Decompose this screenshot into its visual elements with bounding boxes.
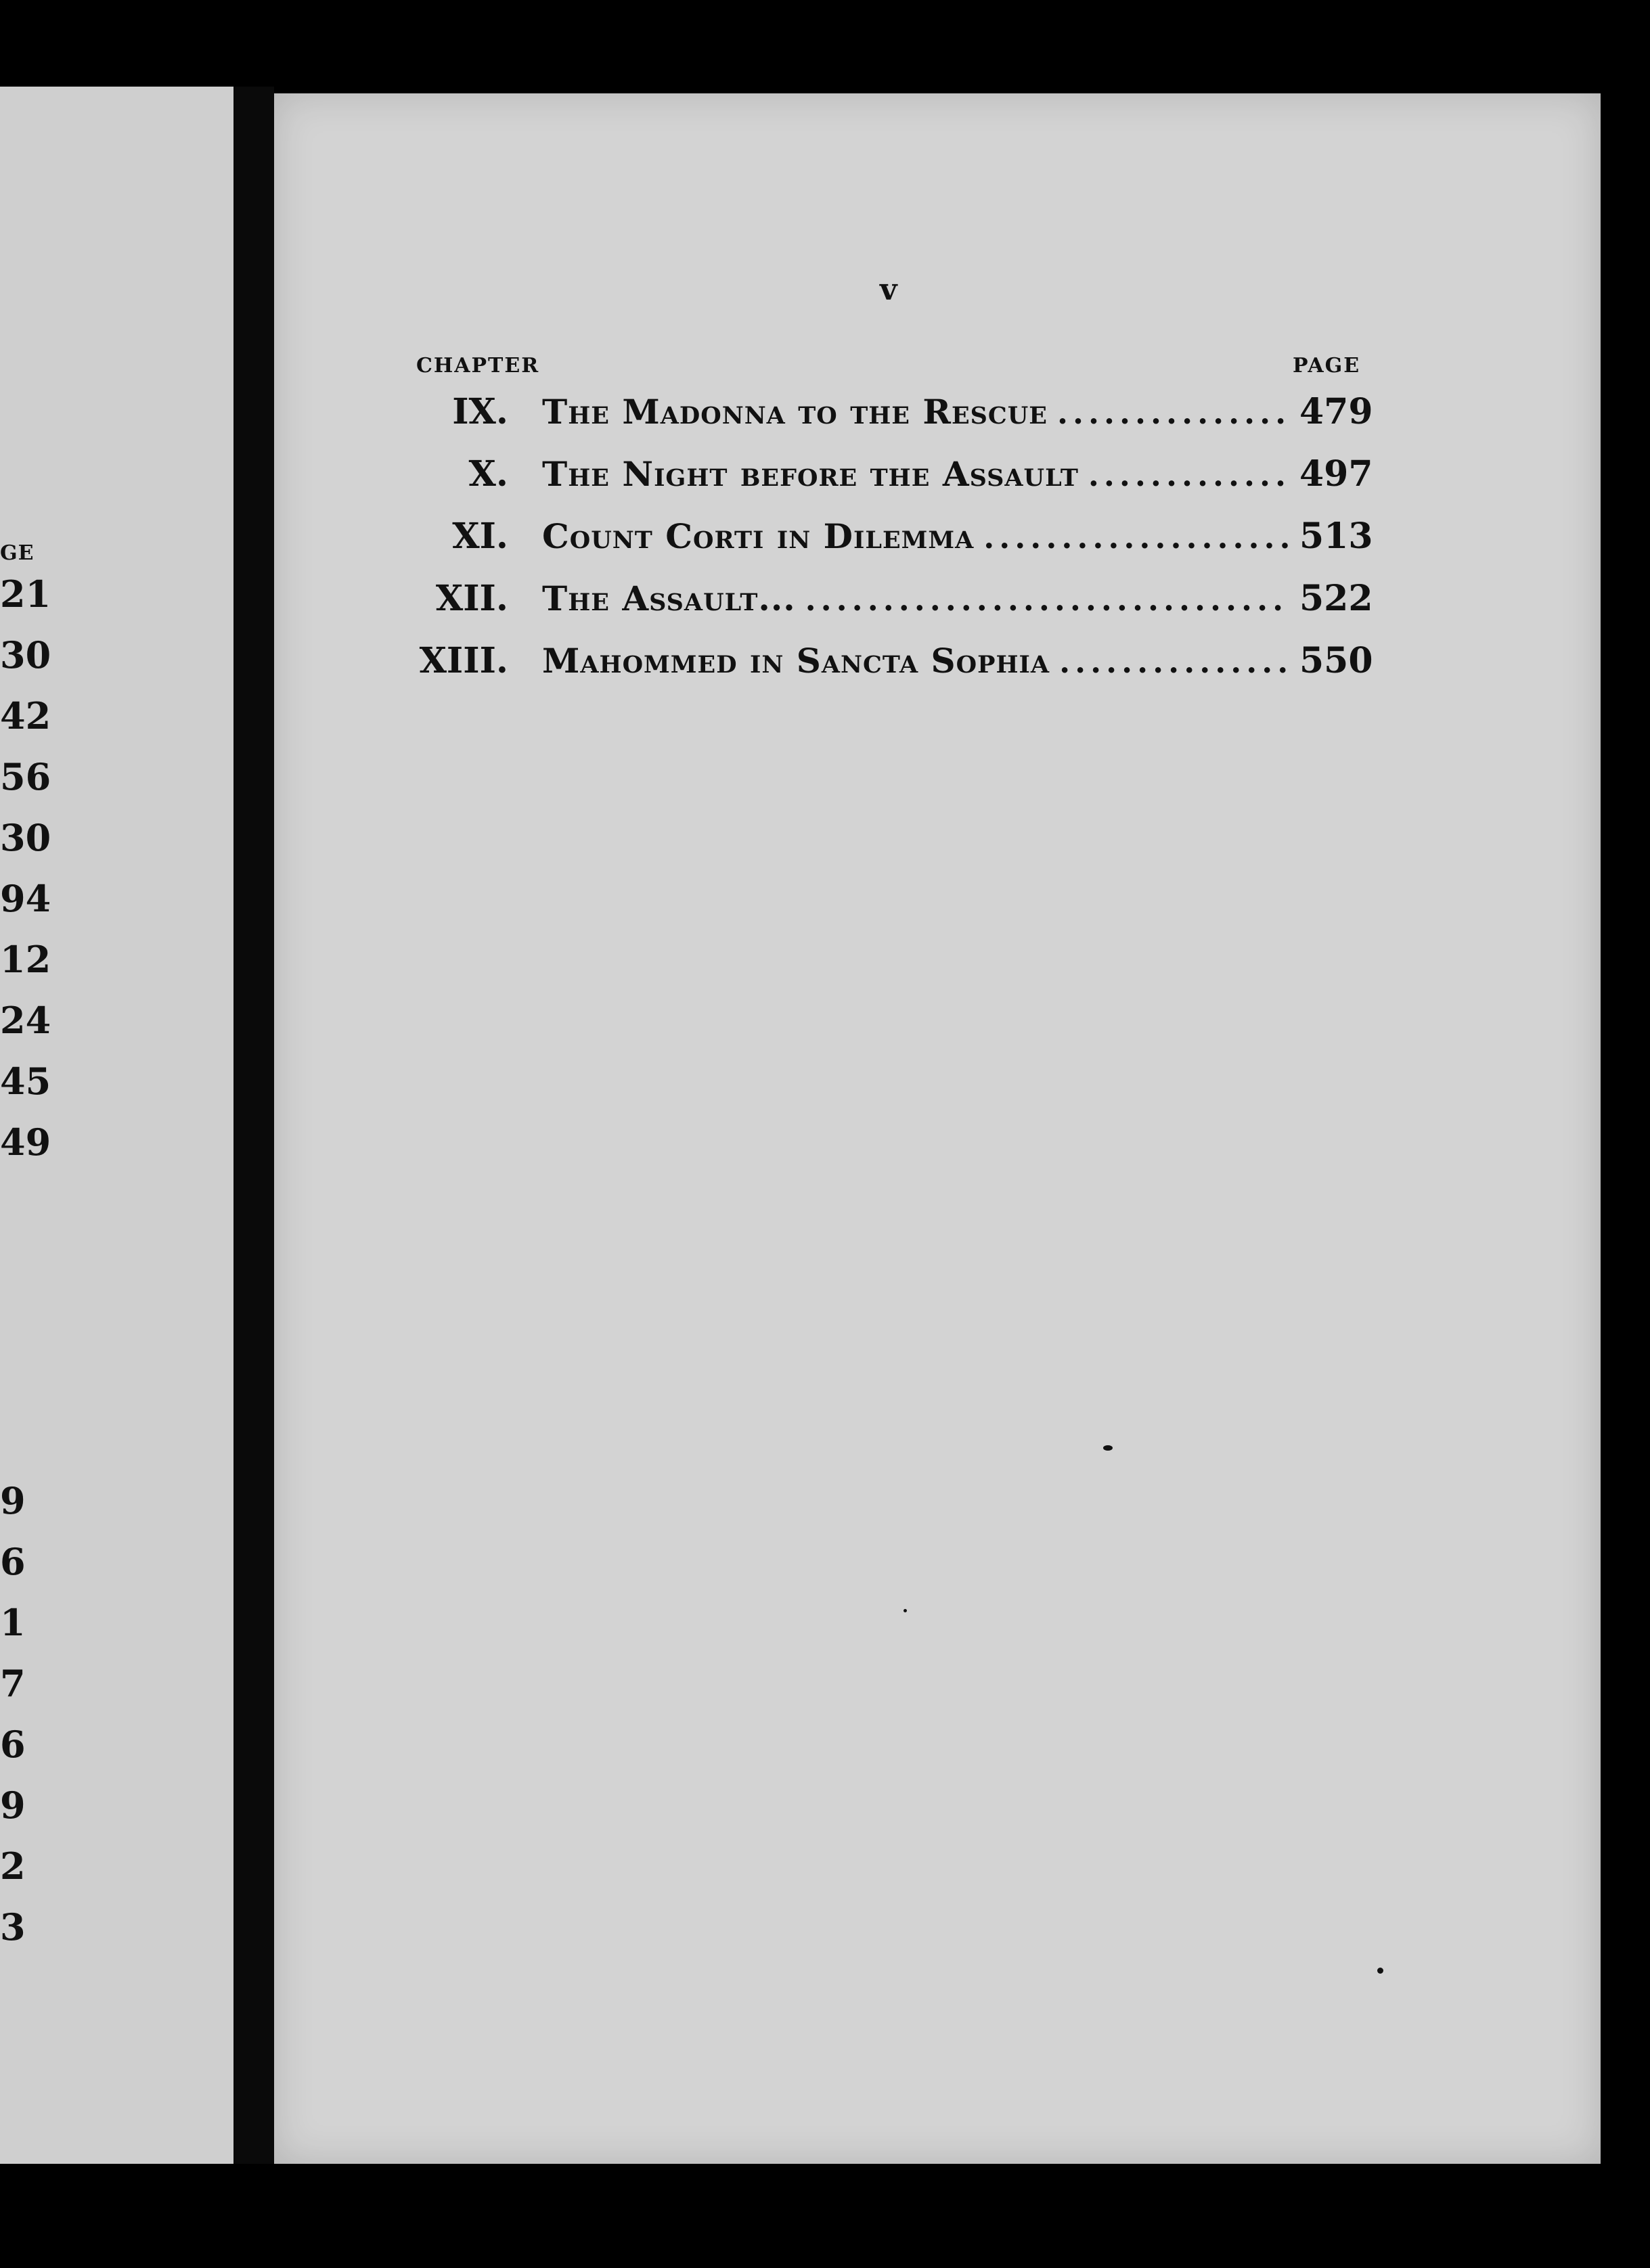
- left-page-number: 3: [0, 1905, 26, 1949]
- left-page-number: 42: [0, 694, 51, 738]
- dot-leader: [983, 519, 1290, 555]
- left-page-number: 9: [0, 1479, 26, 1522]
- chapter-title: The Madonna to the Rescue: [542, 392, 1048, 432]
- left-page: [0, 87, 233, 2164]
- left-page-number: 56: [0, 755, 51, 798]
- left-page-number: 30: [0, 816, 51, 859]
- toc-entry: [416, 453, 1373, 516]
- left-page-number: 9: [0, 1784, 26, 1827]
- left-page-number: 49: [0, 1120, 51, 1164]
- dot-leader: [1059, 643, 1290, 680]
- page-column-header: PAGE: [1293, 354, 1361, 378]
- ink-speck: [904, 1609, 907, 1612]
- left-page-number: 2: [0, 1844, 26, 1888]
- chapter-number: XI.: [452, 516, 508, 557]
- page-number: 479: [1299, 391, 1373, 432]
- page-number: 522: [1299, 578, 1373, 619]
- left-page-number: 6: [0, 1723, 26, 1766]
- chapter-title: Mahommed in Sancta Sophia: [542, 641, 1050, 681]
- left-page-number: 21: [0, 572, 51, 616]
- left-page-number: 24: [0, 999, 51, 1042]
- chapter-number: X.: [468, 453, 508, 495]
- left-page-number: 12: [0, 938, 51, 981]
- left-page-number: 94: [0, 877, 51, 920]
- chapter-column-header: CHAPTER: [416, 354, 540, 378]
- ink-speck: [1103, 1445, 1113, 1451]
- page-number: 550: [1299, 640, 1373, 681]
- table-of-contents: [416, 391, 1373, 702]
- chapter-number: XII.: [435, 578, 508, 619]
- dot-leader: [1057, 394, 1290, 431]
- page-signature: v: [880, 273, 897, 307]
- page-number: 513: [1299, 516, 1373, 557]
- page-number: 497: [1299, 453, 1373, 495]
- chapter-number: XIII.: [419, 640, 508, 681]
- right-page: [274, 93, 1601, 2164]
- toc-entry: [416, 516, 1373, 578]
- dot-leader: [805, 581, 1290, 618]
- left-page-number: 30: [0, 633, 51, 677]
- dot-leader: [1088, 457, 1290, 493]
- toc-entry: [416, 391, 1373, 453]
- left-page-number: 7: [0, 1662, 26, 1705]
- toc-entry: [416, 578, 1373, 640]
- left-page-number: 45: [0, 1060, 51, 1103]
- book-gutter: [233, 87, 274, 2164]
- ink-speck: [1377, 1968, 1383, 1974]
- chapter-title: Count Corti in Dilemma: [542, 516, 975, 556]
- chapter-title: The Night before the Assault: [542, 454, 1079, 494]
- left-page-number: 6: [0, 1540, 26, 1583]
- left-page-number: 1: [0, 1601, 26, 1644]
- left-page-header-fragment: GE: [0, 541, 35, 565]
- chapter-number: IX.: [452, 391, 508, 432]
- chapter-title: The Assault...: [542, 579, 796, 618]
- toc-entry: [416, 640, 1373, 702]
